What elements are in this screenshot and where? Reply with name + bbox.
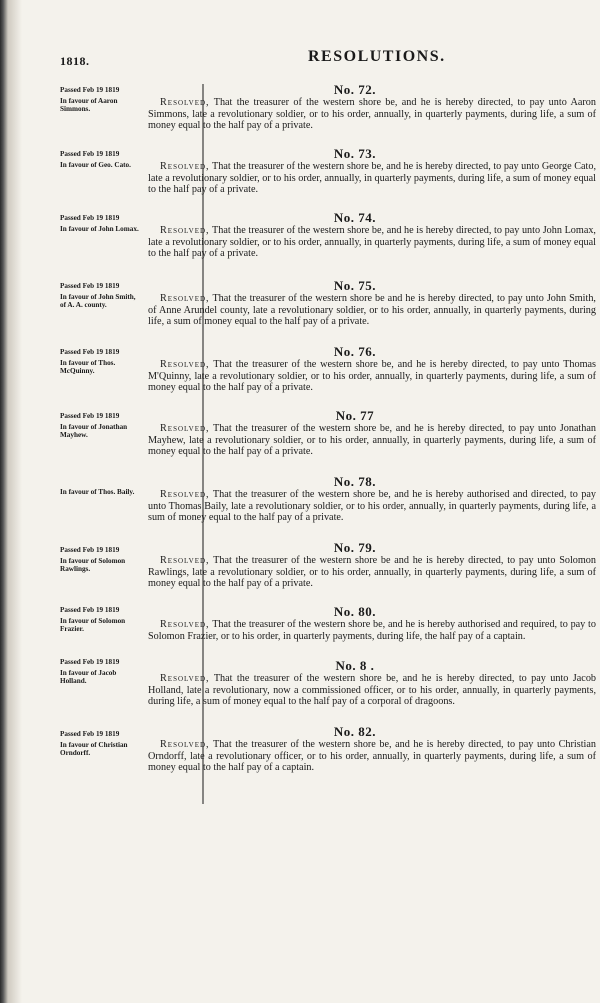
in-favour-of: In favour of Jonathan Mayhew.: [60, 423, 128, 439]
resolution-number: No. 77: [335, 408, 375, 423]
resolved-lead: Resolved,: [160, 97, 210, 108]
in-favour-of: In favour of Thos. McQuinny.: [60, 359, 116, 375]
resolution-text: [148, 161, 596, 196]
resolution-text: [148, 359, 596, 394]
resolution-text: [148, 293, 596, 328]
resolution-number: No. 79.: [333, 540, 377, 555]
resolution-body: That the treasurer of the western shore be, and he is hereby directed, to pay unto Christian Orndorff, late a revolutionary officer, or to his order, annually, in quarterly payments, during life, a sum of money equal to the half pay of a captain.: [148, 739, 596, 774]
resolution-text: [148, 739, 596, 774]
resolution-body: That the treasurer of the western shore be, and he is hereby directed, to pay unto John Lomax, late a revolutionary soldier, or to his order, annually, in quarterly payments, during life, a sum of money equal to the half pay of a private.: [148, 225, 596, 260]
margin-note: [60, 282, 142, 309]
resolution-body: That the treasurer of the western shore be, and he is hereby directed, to pay unto George Cato, late a revolutionary soldier, or to his order, annually, in quarterly payments, during life, a sum of money equal to the half pay of a private.: [148, 161, 596, 196]
resolution-text: [148, 97, 596, 132]
resolution-text: [148, 619, 596, 642]
resolved-lead: Resolved,: [160, 673, 210, 684]
page-title: RESOLUTIONS.: [308, 48, 446, 65]
resolution-text: [148, 225, 596, 260]
resolution-number: No. 78.: [333, 474, 377, 489]
passed-date: Passed Feb 19 1819: [60, 546, 120, 554]
passed-date: Passed Feb 19 1819: [60, 282, 120, 290]
resolved-lead: Resolved,: [160, 225, 210, 236]
passed-date: Passed Feb 19 1819: [60, 606, 120, 614]
page-header: [60, 48, 580, 72]
in-favour-of: In favour of Aaron Simmons.: [60, 97, 118, 113]
in-favour-of: In favour of Jacob Holland.: [60, 669, 117, 685]
passed-date: Passed Feb 19 1819: [60, 658, 120, 666]
resolved-lead: Resolved,: [160, 619, 210, 630]
in-favour-of: In favour of John Smith, of A. A. county.: [60, 293, 136, 309]
resolved-lead: Resolved,: [160, 359, 210, 370]
in-favour-of: In favour of Solomon Rawlings.: [60, 557, 126, 573]
in-favour-of: In favour of Geo. Cato.: [60, 161, 131, 169]
resolution-body: That the treasurer of the western shore be, and he is hereby directed, to pay unto Aaron Simmons, late a revolutionary soldier, or to his order, annually, in quarterly payments, during life, a sum of money equal to the half pay of a private.: [148, 97, 596, 132]
passed-date: Passed Feb 19 1819: [60, 150, 120, 158]
passed-date: Passed Feb 19 1819: [60, 412, 120, 420]
resolution-body: That the treasurer of the western shore be and he is hereby directed, to pay unto John Smith, of Anne Arundel county, late a revolutionary soldier, or to his order, annually, in quarterly payments, during life, a sum of money equal to the half pay of a private.: [148, 293, 596, 328]
in-favour-of: In favour of Solomon Frazier.: [60, 617, 126, 633]
passed-date: Passed Feb 19 1819: [60, 730, 120, 738]
page-year: 1818.: [60, 54, 90, 68]
margin-note: [60, 546, 142, 573]
resolution-number: No. 75.: [333, 278, 377, 293]
margin-note: [60, 412, 142, 439]
margin-note: [60, 86, 142, 113]
margin-note: [60, 606, 142, 633]
resolution-text: [148, 423, 596, 458]
resolved-lead: Resolved,: [160, 555, 210, 566]
margin-note: [60, 214, 142, 233]
margin-note: [60, 730, 142, 757]
passed-date: Passed Feb 19 1819: [60, 348, 120, 356]
resolution-text: [148, 673, 596, 708]
resolution-number: No. 80.: [333, 604, 377, 619]
resolution-number: No. 8 .: [335, 658, 375, 673]
resolution-number: No. 73.: [333, 146, 377, 161]
resolution-number: No. 82.: [333, 724, 377, 739]
resolved-lead: Resolved,: [160, 739, 210, 750]
resolution-text: [148, 555, 596, 590]
passed-date: Passed Feb 19 1819: [60, 86, 120, 94]
resolution-body: That the treasurer of the western shore be, and he is hereby authorised and required, to pay to Solomon Frazier, or to his order, in quarterly payments, during life, the half pay of a captain.: [148, 619, 596, 642]
margin-note: [60, 488, 142, 496]
resolution-body: That the treasurer of the western shore be, and he is hereby authorised and directed, to pay unto Thomas Baily, late a revolutionary soldier, or to his order, annually, in quarterly payments, during life, a sum of money equal to the half pay of a private.: [148, 489, 596, 524]
margin-note: [60, 348, 142, 375]
resolution-number: No. 76.: [333, 344, 377, 359]
margin-note: [60, 150, 142, 169]
in-favour-of: In favour of Thos. Baily.: [60, 488, 135, 496]
resolution-text: [148, 489, 596, 524]
resolution-body: That the treasurer of the western shore be, and he is hereby directed, to pay unto Thomas M'Quinny, late a revolutionary soldier, or to his order, annually, in quarterly payments, during life, a sum of money equal to the half pay of a private.: [148, 359, 596, 394]
resolved-lead: Resolved,: [160, 293, 210, 304]
in-favour-of: In favour of John Lomax.: [60, 225, 139, 233]
resolution-body: That the treasurer of the western shore be, and he is hereby directed, to pay unto Jacob Holland, late a revolutionary, now a commissioned officer, or to his order, annually, in quarterly payments, during life, a sum of money equal to the half pay of a corporal of dragoons.: [148, 673, 597, 708]
resolution-number: No. 74.: [333, 210, 377, 225]
passed-date: Passed Feb 19 1819: [60, 214, 120, 222]
page-edge-shadow: [0, 0, 22, 1003]
resolved-lead: Resolved,: [160, 489, 210, 500]
margin-note: [60, 658, 142, 685]
resolution-body: That the treasurer of the western shore be and he is hereby directed, to pay unto Solomon Rawlings, late a revolutionary soldier, or to his order, annually, in quarterly payments, during life, a sum of money equal to the half pay of a private.: [148, 555, 596, 590]
in-favour-of: In favour of Christian Orndorff.: [60, 741, 128, 757]
resolved-lead: Resolved,: [160, 423, 210, 434]
resolved-lead: Resolved,: [160, 161, 210, 172]
resolution-number: No. 72.: [333, 82, 377, 97]
resolution-body: That the treasurer of the western shore be, and he is hereby directed, to pay unto Jonathan Mayhew, late a revolutionary soldier, or to his order, annually, in quarterly payments, during life, a sum of money equal to the half pay of a private.: [148, 423, 596, 458]
